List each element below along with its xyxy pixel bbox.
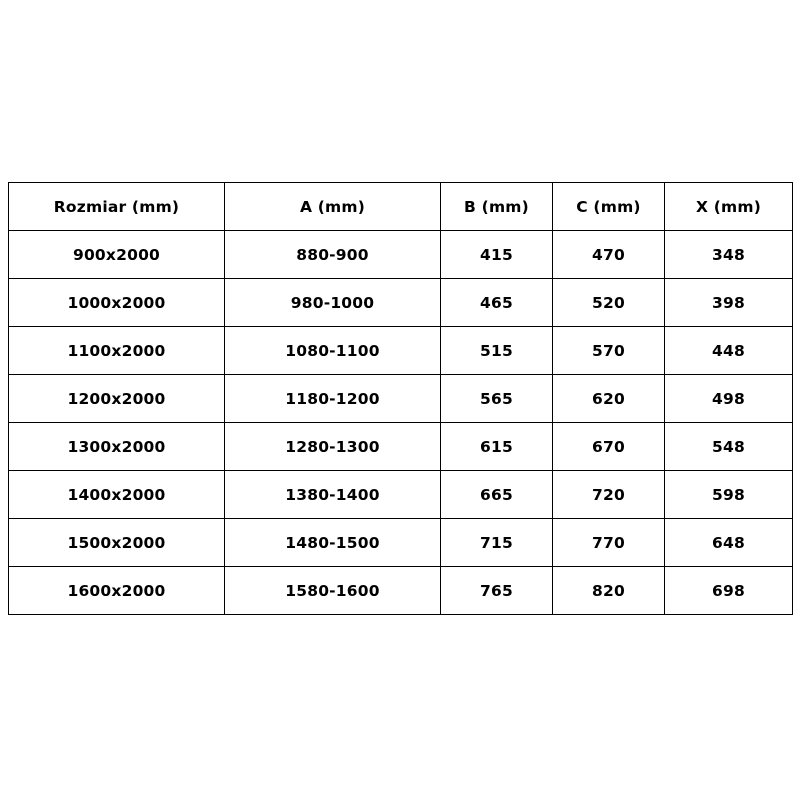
table-row (9, 471, 793, 519)
column-header-rozmiar: Rozmiar (mm) (9, 183, 225, 231)
cell-x: 598 (665, 471, 793, 519)
cell-rozmiar: 1400x2000 (9, 471, 225, 519)
cell-b: 565 (441, 375, 553, 423)
cell-a: 1180-1200 (225, 375, 441, 423)
cell-c: 520 (553, 279, 665, 327)
table-row (9, 519, 793, 567)
cell-rozmiar: 1200x2000 (9, 375, 225, 423)
cell-c: 770 (553, 519, 665, 567)
cell-a: 1280-1300 (225, 423, 441, 471)
cell-rozmiar: 1600x2000 (9, 567, 225, 615)
cell-c: 570 (553, 327, 665, 375)
cell-x: 698 (665, 567, 793, 615)
table-row (9, 423, 793, 471)
column-header-x: X (mm) (665, 183, 793, 231)
cell-a: 1380-1400 (225, 471, 441, 519)
cell-rozmiar: 1000x2000 (9, 279, 225, 327)
cell-x: 548 (665, 423, 793, 471)
cell-c: 820 (553, 567, 665, 615)
cell-b: 515 (441, 327, 553, 375)
cell-c: 620 (553, 375, 665, 423)
cell-x: 348 (665, 231, 793, 279)
table-row (9, 375, 793, 423)
cell-c: 720 (553, 471, 665, 519)
cell-b: 415 (441, 231, 553, 279)
cell-rozmiar: 900x2000 (9, 231, 225, 279)
cell-b: 665 (441, 471, 553, 519)
table-row (9, 567, 793, 615)
column-header-b: B (mm) (441, 183, 553, 231)
table-header (9, 183, 793, 231)
spec-table-container (8, 182, 792, 615)
cell-a: 880-900 (225, 231, 441, 279)
cell-rozmiar: 1100x2000 (9, 327, 225, 375)
cell-x: 448 (665, 327, 793, 375)
size-specification-table (8, 182, 793, 615)
table-body (9, 231, 793, 615)
cell-b: 465 (441, 279, 553, 327)
column-header-c: C (mm) (553, 183, 665, 231)
cell-b: 715 (441, 519, 553, 567)
table-row (9, 327, 793, 375)
table-row (9, 279, 793, 327)
cell-a: 1080-1100 (225, 327, 441, 375)
cell-a: 1580-1600 (225, 567, 441, 615)
cell-rozmiar: 1500x2000 (9, 519, 225, 567)
cell-c: 670 (553, 423, 665, 471)
cell-x: 648 (665, 519, 793, 567)
cell-a: 1480-1500 (225, 519, 441, 567)
cell-x: 398 (665, 279, 793, 327)
cell-b: 765 (441, 567, 553, 615)
column-header-a: A (mm) (225, 183, 441, 231)
cell-b: 615 (441, 423, 553, 471)
cell-c: 470 (553, 231, 665, 279)
table-header-row (9, 183, 793, 231)
cell-a: 980-1000 (225, 279, 441, 327)
cell-rozmiar: 1300x2000 (9, 423, 225, 471)
table-row (9, 231, 793, 279)
cell-x: 498 (665, 375, 793, 423)
